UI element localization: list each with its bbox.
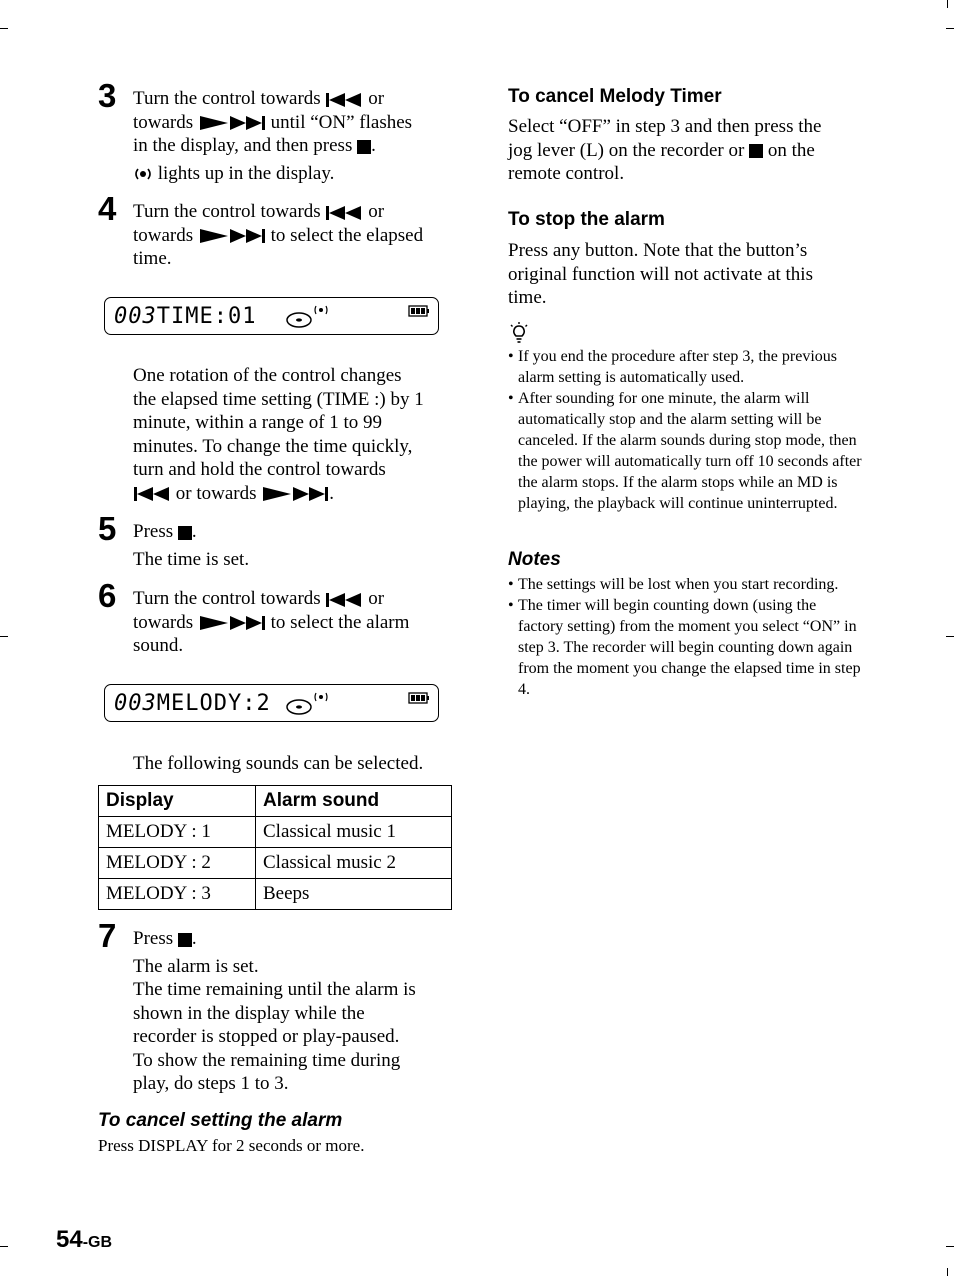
page-number-value: 54 (56, 1226, 83, 1253)
stop-alarm-text (508, 239, 868, 310)
step-text: until “ON” flashes (270, 111, 413, 133)
step-number: 4 (98, 190, 117, 227)
table-cell: MELODY : 2 (99, 848, 256, 879)
stop-icon (178, 933, 192, 947)
table-cell: Classical music 2 (256, 848, 452, 879)
next-track-icon (198, 616, 266, 630)
next-track-icon (261, 487, 329, 501)
step-text: in the display, and then press (133, 135, 353, 156)
body-line: or towards (175, 482, 257, 504)
step-text: lights up in the display. (157, 162, 335, 184)
crop-mark (0, 636, 8, 637)
notes-list (508, 574, 864, 700)
step-text: towards (133, 224, 194, 246)
lcd-time: TIME:01 (156, 304, 257, 329)
table-header: Display (99, 786, 256, 817)
crop-mark (0, 28, 8, 29)
lcd-track-number: 003 (114, 691, 157, 716)
body-line: the elapsed time setting (TIME :) by 1 (133, 388, 424, 410)
following-text: The following sounds can be selected. (133, 753, 424, 774)
alarm-icon (133, 167, 153, 181)
prev-track-icon (325, 593, 363, 607)
step-text: Turn the control towards (133, 201, 321, 222)
next-track-icon (198, 229, 266, 243)
list-item: • After sounding for one minute, the alarm will automatically stop and the alarm setting will be canceled. If the alarm sounds during stop mode, then the power will automatically turn off 10 seconds after the alarm stops. If the alarm stops while an MD is playing, the playback will continue uninterrupted. (508, 388, 864, 514)
step-text: shown in the display while the (133, 1002, 365, 1024)
step-text: to select the elapsed (270, 224, 424, 246)
step-5-text (133, 520, 249, 571)
body-line: original function will not activate at this (508, 263, 813, 285)
notes-heading: Notes (508, 549, 561, 570)
cancel-alarm-heading: To cancel setting the alarm (98, 1110, 343, 1131)
step-text: . (191, 521, 197, 542)
step-number: 3 (98, 77, 117, 114)
lcd-text (114, 691, 271, 716)
lcd-text (114, 304, 256, 329)
stop-alarm-heading: To stop the alarm (508, 209, 665, 230)
crop-mark (946, 636, 954, 637)
step-text: or (368, 588, 385, 609)
body-line: minutes. To change the time quickly, (133, 435, 413, 457)
step-number: 7 (98, 917, 117, 954)
lcd-melody: MELODY:2 (156, 691, 271, 716)
table-header: Alarm sound (256, 786, 452, 817)
page-number-suffix: -GB (82, 1234, 113, 1251)
crop-mark (0, 1246, 8, 1247)
step-text: The alarm is set. (133, 955, 259, 977)
cancel-melody-heading: To cancel Melody Timer (508, 86, 722, 107)
rotation-text (133, 364, 424, 505)
battery-icon (408, 692, 430, 704)
stop-icon (749, 144, 763, 158)
table-cell: Beeps (256, 879, 452, 910)
body-line: remote control. (508, 163, 625, 184)
table-cell: MELODY : 3 (99, 879, 256, 910)
step-text: The time remaining until the alarm is (133, 979, 416, 1000)
step-text: play, do steps 1 to 3. (133, 1073, 289, 1094)
body-line: Press any button. Note that the button’s (508, 240, 808, 261)
battery-icon (408, 305, 430, 317)
list-item: • If you end the procedure after step 3, the previous alarm setting is automatically used. (508, 346, 864, 388)
step-3-text (133, 87, 412, 185)
body-line: . (329, 482, 334, 504)
cancel-alarm-text: Press DISPLAY for 2 seconds or more. (98, 1136, 365, 1155)
step-text: . (191, 928, 197, 949)
prev-track-icon (325, 93, 363, 107)
table-row (99, 817, 452, 848)
lcd-display (104, 297, 439, 335)
crop-mark (946, 28, 954, 29)
table-cell: MELODY : 1 (99, 817, 256, 848)
list-item: • The settings will be lost when you start recording. (508, 574, 864, 595)
step-text: or (368, 88, 385, 109)
body-line: minute, within a range of 1 to 99 (133, 412, 383, 433)
stop-icon (357, 140, 371, 154)
table-header-row (99, 786, 452, 817)
step-text: to select the alarm (270, 611, 410, 633)
step-text: sound. (133, 635, 184, 656)
step-text: To show the remaining time during (133, 1049, 401, 1071)
disc-icon (285, 691, 333, 717)
lcd-track-number: 003 (114, 304, 157, 329)
crop-mark (946, 1246, 954, 1247)
table-row (99, 879, 452, 910)
step-text: recorder is stopped or play-paused. (133, 1026, 400, 1047)
step-6-text (133, 587, 409, 658)
body-line: One rotation of the control changes (133, 365, 402, 386)
stop-icon (178, 526, 192, 540)
step-text: . (371, 135, 376, 156)
table-row (99, 848, 452, 879)
page-number (56, 1226, 112, 1254)
step-number: 5 (98, 510, 117, 547)
step-text: or (368, 201, 385, 222)
body-line: Select “OFF” in step 3 and then press the (508, 116, 822, 137)
prev-track-icon (133, 487, 171, 501)
step-text: towards (133, 111, 194, 133)
step-4-text (133, 200, 423, 271)
list-item: • The timer will begin counting down (using the factory setting) from the moment you select “ON” in step 3. The recorder will begin counting down again from the moment you change the elapsed time in step 4. (508, 595, 864, 700)
step-text: Press (133, 928, 174, 949)
body-line: jog lever (L) on the recorder or (508, 139, 745, 161)
crop-mark (947, 0, 948, 8)
step-text: Press (133, 521, 174, 542)
body-line: on the (767, 139, 815, 161)
next-track-icon (198, 116, 266, 130)
table-cell: Classical music 1 (256, 817, 452, 848)
step-text: time. (133, 248, 172, 269)
alarm-sound-table (98, 785, 452, 910)
tips-list (508, 346, 864, 514)
cancel-melody-text (508, 115, 868, 186)
crop-mark (947, 1268, 948, 1276)
disc-icon (285, 304, 333, 330)
body-line: time. (508, 287, 547, 308)
step-text: towards (133, 611, 194, 633)
body-line: turn and hold the control towards (133, 459, 386, 480)
step-text: The time is set. (133, 548, 250, 570)
step-text: Turn the control towards (133, 88, 321, 109)
tip-lightbulb-icon (508, 322, 530, 344)
step-number: 6 (98, 577, 117, 614)
lcd-display (104, 684, 439, 722)
step-7-text (133, 927, 416, 1096)
step-text: Turn the control towards (133, 588, 321, 609)
prev-track-icon (325, 206, 363, 220)
